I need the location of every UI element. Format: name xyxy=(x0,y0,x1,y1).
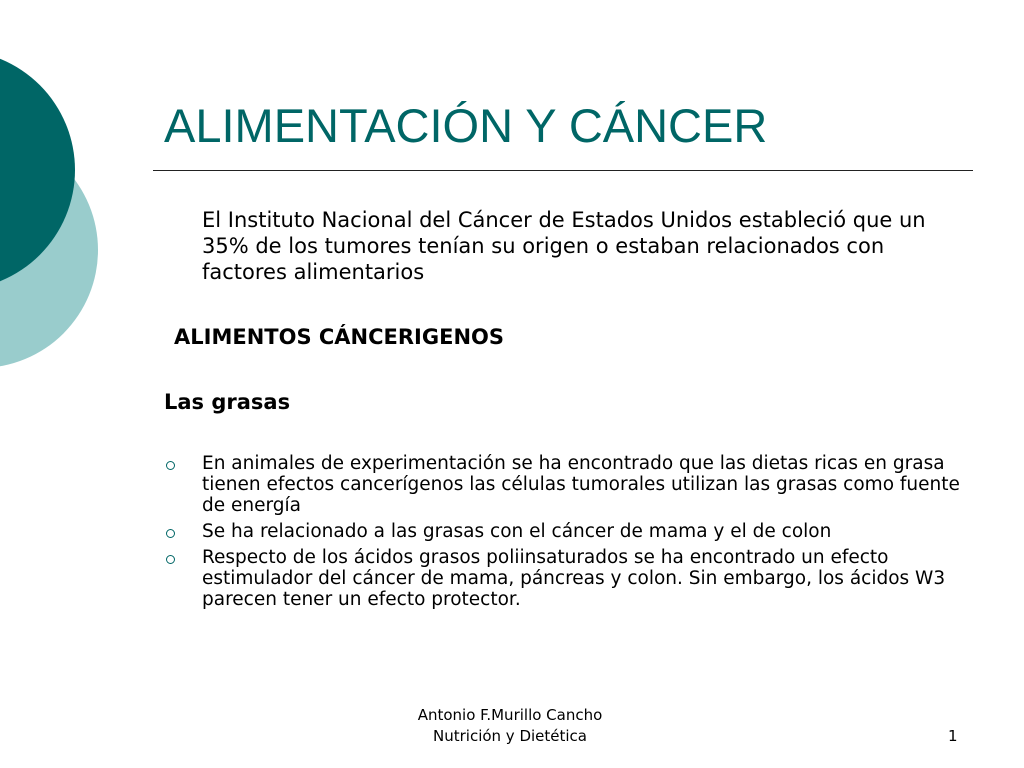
bullet-text: En animales de experimentación se ha encontrado que las dietas ricas en grasa tienen efectos cancerígenos las células tumorales utilizan las grasas como fuente de energía xyxy=(202,453,960,516)
footer-credit xyxy=(360,705,660,747)
page-number: 1 xyxy=(948,727,958,745)
hollow-circle-bullet-icon xyxy=(166,461,175,470)
bullet-list xyxy=(160,453,960,615)
decorative-circles xyxy=(0,0,110,420)
bullet-item xyxy=(160,547,960,610)
bullet-text: Respecto de los ácidos grasos poliinsaturados se ha encontrado un efecto estimulador del cáncer de mama, páncreas y colon. Sin embargo, los ácidos W3 parecen tener un efecto protector. xyxy=(202,547,946,610)
title-divider xyxy=(153,170,973,171)
sub-heading: Las grasas xyxy=(164,390,291,414)
slide-title: ALIMENTACIÓN Y CÁNCER xyxy=(164,99,768,152)
footer-course: Nutrición y Dietética xyxy=(433,727,587,745)
hollow-circle-bullet-icon xyxy=(166,529,175,538)
intro-paragraph: El Instituto Nacional del Cáncer de Estados Unidos estableció que un 35% de los tumores tenían su origen o estaban relacionados con factores alimentarios xyxy=(202,208,926,284)
hollow-circle-bullet-icon xyxy=(166,555,175,564)
bullet-item xyxy=(160,453,960,516)
bullet-item xyxy=(160,521,960,542)
section-heading: ALIMENTOS CÁNCERIGENOS xyxy=(174,325,504,349)
footer-author: Antonio F.Murillo Cancho xyxy=(417,706,603,724)
bullet-text: Se ha relacionado a las grasas con el cáncer de mama y el de colon xyxy=(202,521,832,542)
